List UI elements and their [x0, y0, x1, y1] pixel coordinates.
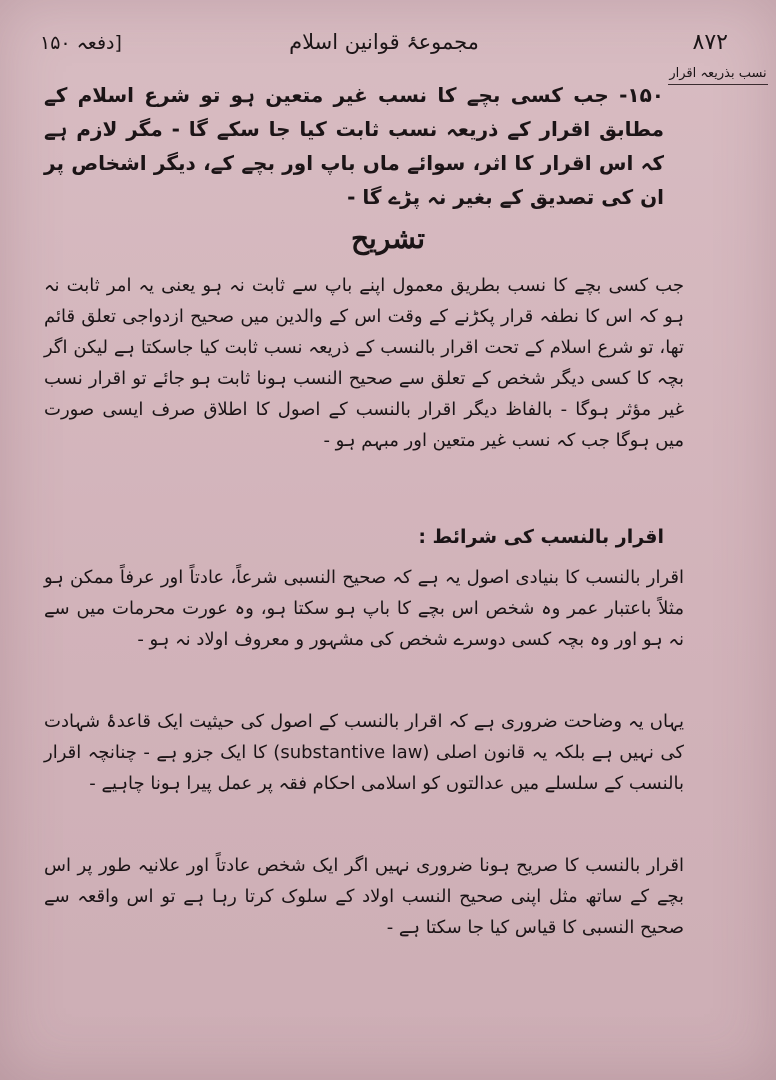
commentary-paragraph-2: اقرار بالنسب کا بنیادی اصول یہ ہے کہ صحیح النسبی شرعاً، عادتاً اور عرفاً ممکن ہو مثلاً باعتبار عمر وہ شخص اس بچے کا باپ ہو سکتا ہو، وہ عورت محرمات میں سے نہ ہو اور وہ بچہ کسی دوسرے شخص کی مشہور و معروف اولاد نہ ہو - [44, 567, 684, 650]
commentary-paragraph-4: اقرار بالنسب کا صریح ہونا ضروری نہیں اگر ایک شخص عادتاً اور علانیہ طور پر اس بچے کے ساتھ مثل اپنی صحیح النسب اولاد کے سلوک کرتا رہا ہے تو اس واقعہ سے صحیح النسبی کا قیاس کیا جا سکتا ہے - [44, 855, 684, 938]
commentary-paragraph-3: یہاں یہ وضاحت ضروری ہے کہ اقرار بالنسب کے اصول کی حیثیت ایک قاعدۂ شہادت کی نہیں ہے بلکہ یہ قانون اصلی (substantive law) کا ایک جزو ہے - چنانچہ اقرار بالنسب کے سلسلے میں عدالتوں کو اسلامی احکام فقہ پر عمل پیرا ہونا چاہیے - [44, 711, 684, 794]
running-header [40, 30, 728, 64]
page-number: ۸۷۲ [692, 30, 728, 55]
commentary-paragraph-1: جب کسی بچے کا نسب بطریق معمول اپنے باپ سے ثابت نہ ہو یعنی یہ امر ثابت نہ ہو کہ اس کا نطفہ قرار پکڑنے کے وقت اس کے والدین میں صحیح ازدواجی تعلق قائم تھا، تو شرع اسلام کے تحت اقرار بالنسب کے ذریعہ نسب ثابت کیا جاسکتا ہے لیکن اگر بچہ کا کسی دیگر شخص کے تعلق سے صحیح النسب ہونا ثابت ہو جائے تو اقرار نسب غیر مؤثر ہوگا - بالفاظ دیگر اقرار بالنسب کے اصول کا اطلاق صرف ایسی صورت میں ہوگا جب کہ نسب غیر متعین اور مبہم ہو - [44, 275, 684, 451]
commentary-heading: تشریح [350, 222, 426, 255]
section-reference: [دفعہ ۱۵۰ [40, 32, 122, 54]
section-150-text: ۱۵۰- جب کسی بچے کا نسب غیر متعین ہو تو شرع اسلام کے مطابق اقرار کے ذریعہ نسب ثابت کیا جا سکے گا - مگر لازم ہے کہ اس اقرار کا اثر، سوائے ماں باپ اور بچے کے، دیگر اشخاص پر ان کی تصدیق کے بغیر نہ پڑے گا - [44, 83, 664, 209]
book-title: مجموعۂ قوانین اسلام [289, 30, 479, 54]
margin-note: نسب بذریعہ اقرار [668, 66, 768, 85]
conditions-subheading: اقرار بالنسب کی شرائط : [418, 526, 664, 548]
